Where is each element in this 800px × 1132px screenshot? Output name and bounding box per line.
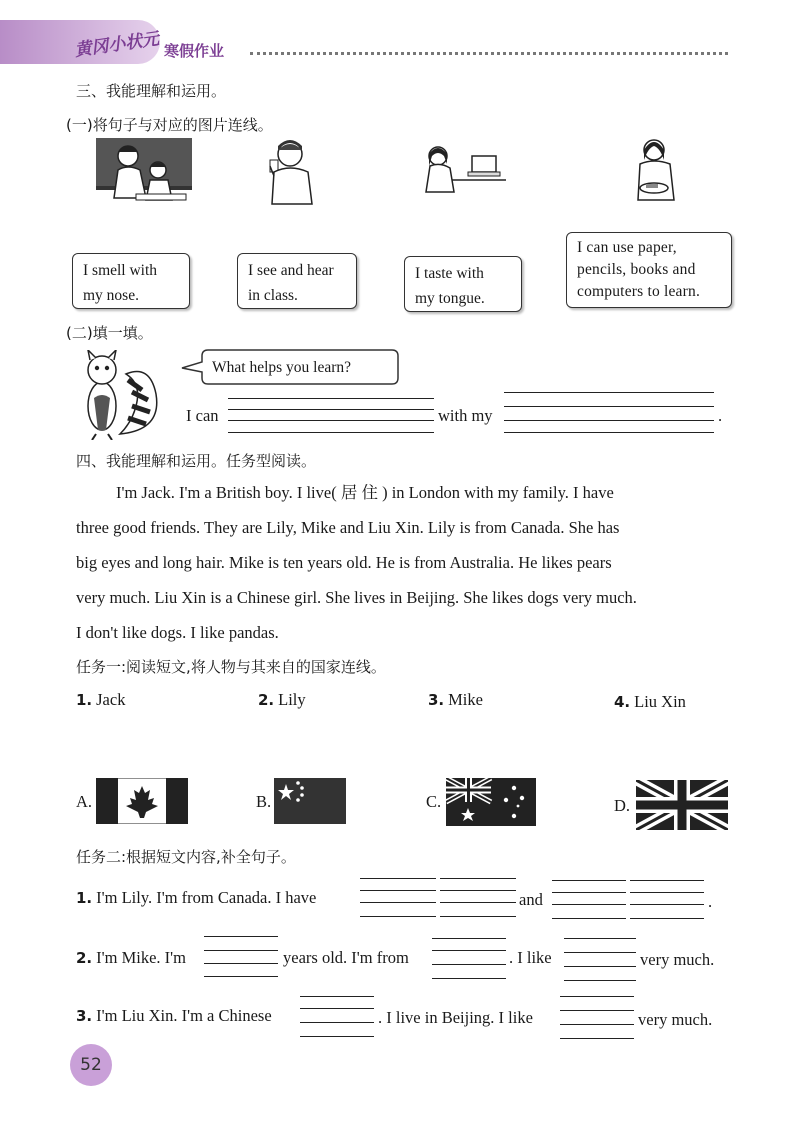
sentence-line: I smell with [83, 262, 158, 279]
task2-question-2 [76, 948, 186, 968]
sentence-text: very much. [638, 1010, 713, 1029]
flag-letter: D. [614, 796, 631, 815]
blank-line[interactable] [204, 936, 278, 937]
girl-at-computer-icon [422, 142, 506, 194]
person-name: Liu Xin [634, 692, 686, 711]
blank-line[interactable] [360, 902, 436, 903]
period: . [718, 406, 723, 425]
sentence-line: pencils, books and [577, 261, 696, 278]
brand-logo: 黄冈小状元 [73, 29, 161, 61]
i-can-label: I can [186, 406, 219, 425]
blank-line[interactable] [204, 963, 278, 964]
sentence-text: very much. [640, 950, 715, 969]
australia-flag-icon [446, 778, 536, 826]
blank-line[interactable] [552, 892, 626, 893]
sentence-line: I can use paper, [577, 239, 677, 256]
blank-line[interactable] [564, 938, 636, 939]
task1-title: 任务一:阅读短文,将人物与其来自的国家连线。 [76, 658, 386, 676]
passage-line: I'm Jack. I'm a British boy. I live( 居 住 ) in London with my family. I have [116, 483, 614, 502]
page-number: 52 [70, 1044, 112, 1086]
blank-line[interactable] [560, 1038, 634, 1039]
blank-line[interactable] [560, 1010, 634, 1011]
sentence-line: computers to learn. [577, 283, 701, 300]
sentence-box-1 [72, 253, 190, 309]
sentence-text: years old. I'm from [283, 948, 409, 967]
sentence-text: . [708, 892, 713, 911]
passage-line: three good friends. They are Lily, Mike and Liu Xin. Lily is from Canada. She has [76, 518, 620, 537]
sentence-line: I taste with [415, 265, 484, 282]
item-number: 2. [76, 949, 93, 967]
reading-passage [76, 475, 728, 650]
sentence-line: my nose. [83, 287, 139, 304]
passage-line: I don't like dogs. I like pandas. [76, 623, 279, 642]
person-name: Mike [448, 690, 483, 709]
blank-line[interactable] [564, 966, 636, 967]
squirrel-icon [76, 350, 162, 440]
person-1 [76, 690, 125, 710]
item-number: 3. [428, 691, 445, 709]
blank-line[interactable] [630, 892, 704, 893]
person-4 [614, 692, 686, 712]
sentence-box-3 [404, 256, 522, 312]
blank-line[interactable] [560, 1024, 634, 1025]
blank-line[interactable] [300, 1036, 374, 1037]
part2-title: (二)填一填。 [66, 324, 153, 342]
blank-line[interactable] [440, 878, 516, 879]
blank-line[interactable] [204, 950, 278, 951]
girl-with-book-icon [630, 136, 680, 202]
teacher-and-child-icon [96, 138, 192, 202]
china-flag-icon [274, 778, 346, 824]
uk-flag-icon [636, 780, 728, 830]
blank-line[interactable] [440, 916, 516, 917]
blank-line[interactable] [504, 420, 714, 421]
sentence-line: in class. [248, 287, 298, 304]
header-divider [250, 52, 728, 55]
person-name: Lily [278, 690, 306, 709]
section4-title: 四、我能理解和运用。任务型阅读。 [76, 452, 317, 470]
sentence-text: I'm Liu Xin. I'm a Chinese [96, 1006, 272, 1025]
blank-line[interactable] [440, 902, 516, 903]
blank-line[interactable] [360, 916, 436, 917]
question-text: What helps you learn? [212, 359, 352, 376]
blank-line[interactable] [630, 880, 704, 881]
blank-line[interactable] [228, 409, 434, 410]
blank-line[interactable] [552, 880, 626, 881]
task2-title: 任务二:根据短文内容,补全句子。 [76, 848, 296, 866]
sentence-text: . I like [509, 948, 552, 967]
blank-line[interactable] [228, 398, 434, 399]
blank-line[interactable] [504, 392, 714, 393]
blank-line[interactable] [432, 938, 506, 939]
sentence-line: my tongue. [415, 290, 485, 307]
with-my-label: with my [438, 406, 493, 425]
blank-line[interactable] [300, 996, 374, 997]
item-number: 1. [76, 889, 93, 907]
blank-line[interactable] [228, 432, 434, 433]
passage-line: big eyes and long hair. Mike is ten years old. He is from Australia. He likes pears [76, 553, 612, 572]
blank-line[interactable] [564, 980, 636, 981]
sentence-text: and [519, 890, 543, 909]
blank-line[interactable] [300, 1008, 374, 1009]
flag-letter: C. [426, 792, 442, 811]
blank-line[interactable] [360, 890, 436, 891]
blank-line[interactable] [552, 904, 626, 905]
canada-flag-icon [96, 778, 188, 824]
sentence-text: . I live in Beijing. I like [378, 1008, 533, 1027]
part1-title: (一)将句子与对应的图片连线。 [66, 116, 273, 134]
flag-letter: A. [76, 792, 93, 811]
blank-line[interactable] [560, 996, 634, 997]
sentence-text: I'm Mike. I'm [96, 948, 186, 967]
person-2 [258, 690, 306, 710]
boy-drinking-icon [262, 136, 322, 206]
item-number: 3. [76, 1007, 93, 1025]
passage-line: very much. Liu Xin is a Chinese girl. She lives in Beijing. She likes dogs very much. [76, 588, 637, 607]
task2-question-1 [76, 888, 316, 908]
blank-line[interactable] [504, 432, 714, 433]
blank-line[interactable] [440, 890, 516, 891]
flag-letter: B. [256, 792, 272, 811]
blank-line[interactable] [300, 1022, 374, 1023]
person-3 [428, 690, 483, 710]
blank-line[interactable] [564, 952, 636, 953]
task2-question-3 [76, 1006, 272, 1026]
blank-line[interactable] [432, 978, 506, 979]
series-title: 寒假作业 [164, 42, 225, 60]
blank-line[interactable] [228, 420, 434, 421]
item-number: 2. [258, 691, 275, 709]
item-number: 4. [614, 693, 631, 711]
blank-line[interactable] [504, 406, 714, 407]
section3-title: 三、我能理解和运用。 [76, 82, 227, 100]
sentence-line: I see and hear [248, 262, 334, 279]
blank-line[interactable] [552, 918, 626, 919]
blank-line[interactable] [204, 976, 278, 977]
blank-line[interactable] [432, 950, 506, 951]
sentence-box-4 [566, 232, 732, 308]
blank-line[interactable] [432, 964, 506, 965]
sentence-box-2 [237, 253, 357, 309]
sentence-text: I'm Lily. I'm from Canada. I have [96, 888, 317, 907]
blank-line[interactable] [360, 878, 436, 879]
blank-line[interactable] [630, 904, 704, 905]
person-name: Jack [96, 690, 126, 709]
item-number: 1. [76, 691, 93, 709]
blank-line[interactable] [630, 918, 704, 919]
